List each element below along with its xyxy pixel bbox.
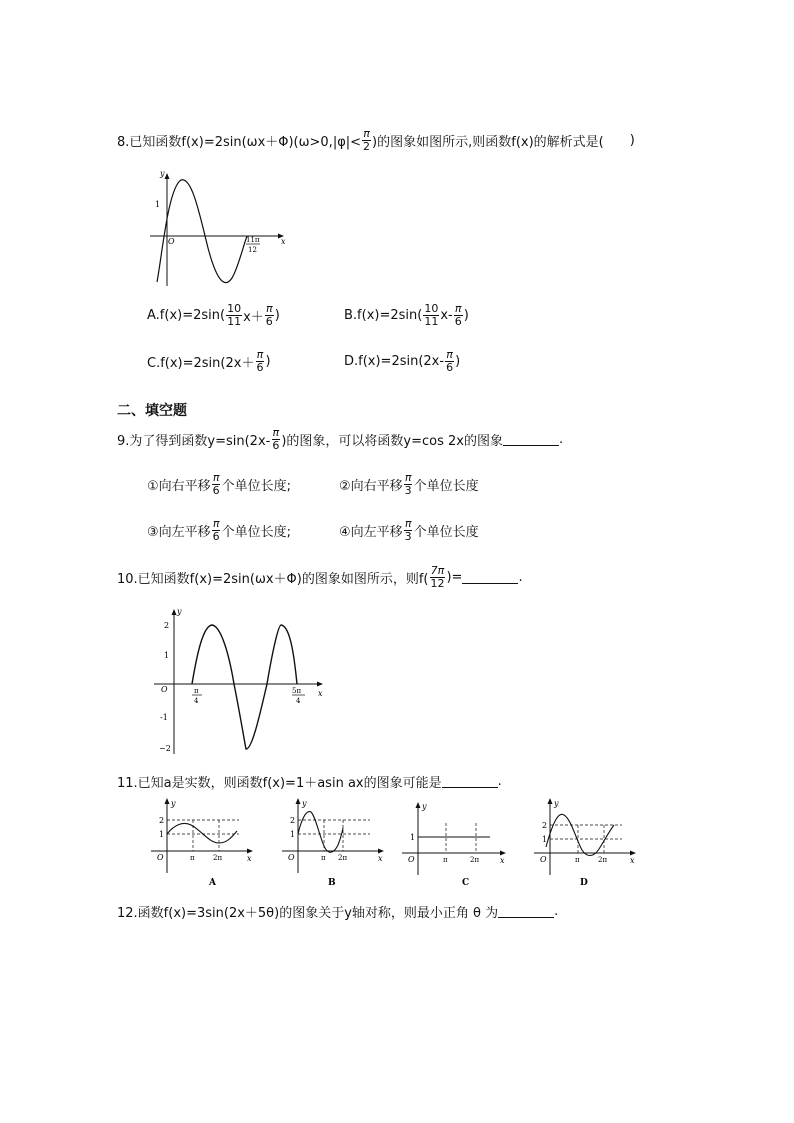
q11-b-label: B xyxy=(328,878,336,888)
q12-end: . xyxy=(554,904,559,919)
q10-end: . xyxy=(518,570,523,585)
q9-answer-blank[interactable] xyxy=(503,433,559,446)
q10-x-tick1-den: 4 xyxy=(194,697,199,705)
q9-c2-num: π xyxy=(404,471,412,484)
q8-d-pre: D.f(x)=2sin(2x- xyxy=(344,354,445,369)
q9-choice-4 xyxy=(339,518,479,543)
q10-suffix: )= xyxy=(446,570,463,585)
q11-answer-blank[interactable] xyxy=(442,775,498,788)
q8-curve xyxy=(157,180,247,283)
q11-d-label: D xyxy=(580,878,588,888)
q8-b-post: ) xyxy=(463,308,469,323)
q8-y-arrow xyxy=(165,173,170,179)
q9-c4-frac xyxy=(404,518,413,543)
q9-prefix: 9.为了得到函数y=sin(2x- xyxy=(117,434,271,449)
q11-c-t1: 1 xyxy=(410,833,416,842)
q9-c4-den: 3 xyxy=(404,530,412,543)
q9-c3-post: 个单位长度; xyxy=(221,525,292,540)
q9-c3-den: 6 xyxy=(212,530,220,543)
q8-b-frac1 xyxy=(423,303,439,328)
q11-d-y: y xyxy=(554,799,559,808)
q9-c4-post: 个单位长度 xyxy=(413,525,479,540)
q8-c-pre: C.f(x)=2sin(2x＋ xyxy=(147,356,255,371)
q8-a-frac2 xyxy=(265,303,274,328)
q12-text: 12.函数f(x)=3sin(2x＋5θ)的图象关于y轴对称，则最小正角 θ 为 xyxy=(117,906,499,921)
q11-c-pi: π xyxy=(443,856,448,864)
q9-frac-num: π xyxy=(272,426,280,439)
q9-choice-1 xyxy=(147,472,291,497)
q8-b-f2-num: π xyxy=(454,302,462,315)
q8-origin: O xyxy=(168,237,175,246)
q9-c2-pre: ②向右平移 xyxy=(339,479,403,494)
q8-a-f2-num: π xyxy=(265,302,273,315)
q9-c1-num: π xyxy=(212,471,220,484)
q8-option-a[interactable] xyxy=(147,303,280,328)
q11-d-t1: 1 xyxy=(542,835,548,844)
q11-b-pi: π xyxy=(321,854,326,862)
q9-c2-den: 3 xyxy=(404,484,412,497)
q9-c3-pre: ③向左平移 xyxy=(147,525,211,540)
q8-b-f1-den: 11 xyxy=(424,315,439,328)
q9-frac-den: 6 xyxy=(272,439,280,452)
q11-prefix: 11.已知a是实数，则函数f(x)=1＋asin ax的图象可能是 xyxy=(117,776,442,791)
q9-c1-frac xyxy=(212,472,221,497)
q9-c2-frac xyxy=(404,472,413,497)
q8-option-d[interactable] xyxy=(344,349,460,374)
q11-a-x: x xyxy=(247,854,252,863)
q10-y-arrow xyxy=(172,609,177,615)
q12-answer-blank[interactable] xyxy=(498,905,554,918)
q10-frac-den: 12 xyxy=(430,577,445,590)
q8-frac-num: π xyxy=(363,127,370,140)
q11-b-x: x xyxy=(378,854,383,863)
q8-d-post: ) xyxy=(455,354,461,369)
q10-y-label: y xyxy=(177,607,182,616)
q8-fraction xyxy=(362,128,371,153)
q10-fraction xyxy=(429,565,445,590)
q11-b-y: y xyxy=(302,799,307,808)
q9-c4-num: π xyxy=(404,517,412,530)
q8-d-f-den: 6 xyxy=(446,361,454,374)
q9-choice-2 xyxy=(339,472,479,497)
q10-y-tick-1: 1 xyxy=(164,651,170,660)
q11-d-t2: 2 xyxy=(542,821,548,830)
q9-c3-num: π xyxy=(212,517,220,530)
q10-x-tick1-num: π xyxy=(194,687,199,695)
q11-b-t1: 1 xyxy=(290,830,296,839)
q11-c-x: x xyxy=(500,856,505,865)
q10-y-tick-2: 2 xyxy=(164,621,170,630)
q10-prefix: 10.已知函数f(x)=2sin(ωx＋Φ)的图象如图所示，则f( xyxy=(117,572,429,587)
q10-x-tick2-num: 5π xyxy=(292,687,302,695)
q11-a-label: A xyxy=(209,878,216,888)
q12-stem xyxy=(117,902,558,921)
q8-a-f1-num: 10 xyxy=(227,302,242,315)
q11-a-2pi: 2π xyxy=(213,854,223,862)
q8-a-mid: x＋ xyxy=(243,310,264,325)
q11-graph-a[interactable] xyxy=(147,795,257,891)
q8-option-c[interactable] xyxy=(147,349,271,374)
q11-d-2pi: 2π xyxy=(598,856,608,864)
q8-b-f2-den: 6 xyxy=(454,315,462,328)
q8-a-f2-den: 6 xyxy=(265,315,273,328)
q8-paren-close: ) xyxy=(629,133,635,148)
q9-c2-post: 个单位长度 xyxy=(413,479,479,494)
q11-a-t2: 2 xyxy=(159,816,165,825)
q8-frac-den: 2 xyxy=(363,140,371,153)
q8-y-tick-1: 1 xyxy=(155,200,161,209)
q9-end: . xyxy=(558,432,564,447)
q8-stem xyxy=(117,128,635,153)
q11-stem xyxy=(117,772,502,791)
q9-choice-3 xyxy=(147,518,291,543)
q8-graph xyxy=(148,166,288,290)
q8-b-f1-num: 10 xyxy=(424,302,439,315)
q8-a-f1-den: 11 xyxy=(227,315,242,328)
q10-stem xyxy=(117,565,523,590)
q10-curve xyxy=(192,625,297,749)
q8-suffix: )的图象如图所示,则函数f(x)的解析式是( xyxy=(372,135,604,150)
q8-a-pre: A.f(x)=2sin( xyxy=(147,308,226,323)
q8-option-b[interactable] xyxy=(344,303,469,328)
q8-b-frac2 xyxy=(454,303,463,328)
q8-d-frac xyxy=(445,349,454,374)
q8-b-pre: B.f(x)=2sin( xyxy=(344,308,423,323)
q11-c-y: y xyxy=(422,802,427,811)
q10-x-label: x xyxy=(318,689,323,698)
q10-origin: O xyxy=(161,685,168,694)
q10-answer-blank[interactable] xyxy=(462,571,518,584)
q9-c4-pre: ④向左平移 xyxy=(339,525,403,540)
q11-d-o: O xyxy=(540,855,547,864)
q8-c-f-den: 6 xyxy=(256,361,264,374)
q11-a-o: O xyxy=(157,853,164,862)
q10-y-tick-neg1: -1 xyxy=(160,713,168,722)
q9-fraction xyxy=(271,427,280,452)
q11-graph-c[interactable] xyxy=(398,795,510,891)
q9-c1-den: 6 xyxy=(212,484,220,497)
q10-frac-num: 7π xyxy=(430,564,445,577)
q10-x-arrow xyxy=(317,682,323,687)
q11-a-t1: 1 xyxy=(159,830,165,839)
q11-d-pi: π xyxy=(575,856,580,864)
q8-y-label: y xyxy=(160,169,165,178)
q10-graph xyxy=(150,604,330,756)
q8-c-f-num: π xyxy=(256,348,264,361)
q8-c-post: ) xyxy=(265,354,271,369)
q9-suffix: )的图象，可以将函数y=cos 2x的图象 xyxy=(281,434,503,449)
q9-stem xyxy=(117,427,563,452)
q10-y-tick-neg2: −2 xyxy=(159,744,171,753)
q9-c1-post: 个单位长度; xyxy=(221,479,292,494)
q11-graph-b[interactable] xyxy=(278,795,388,891)
q10-x-tick2-den: 4 xyxy=(296,697,301,705)
q11-end: . xyxy=(497,774,502,789)
q8-c-frac xyxy=(255,349,264,374)
q11-b-t2: 2 xyxy=(290,816,296,825)
q11-d-x: x xyxy=(630,856,635,865)
q11-b-o: O xyxy=(288,853,295,862)
q8-b-mid: x- xyxy=(440,308,453,323)
q9-c3-frac xyxy=(212,518,221,543)
q8-a-frac1 xyxy=(226,303,242,328)
q8-x-tick-den: 12 xyxy=(248,246,257,254)
q11-graph-d[interactable] xyxy=(530,795,640,891)
q9-c1-pre: ①向右平移 xyxy=(147,479,211,494)
section-title: 二、填空题 xyxy=(117,403,187,419)
q11-c-o: O xyxy=(408,855,415,864)
q11-c-2pi: 2π xyxy=(470,856,480,864)
q11-c-label: C xyxy=(462,878,470,888)
q11-b-2pi: 2π xyxy=(338,854,348,862)
q8-x-label: x xyxy=(281,237,286,246)
q8-x-tick-num: 11π xyxy=(246,236,260,244)
q8-d-f-num: π xyxy=(446,348,453,361)
q11-a-pi: π xyxy=(190,854,195,862)
q11-a-y: y xyxy=(171,799,176,808)
q8-prefix: 8.已知函数f(x)=2sin(ωx＋Φ)(ω>0,|φ|< xyxy=(117,135,362,150)
q8-a-post: ) xyxy=(274,308,280,323)
